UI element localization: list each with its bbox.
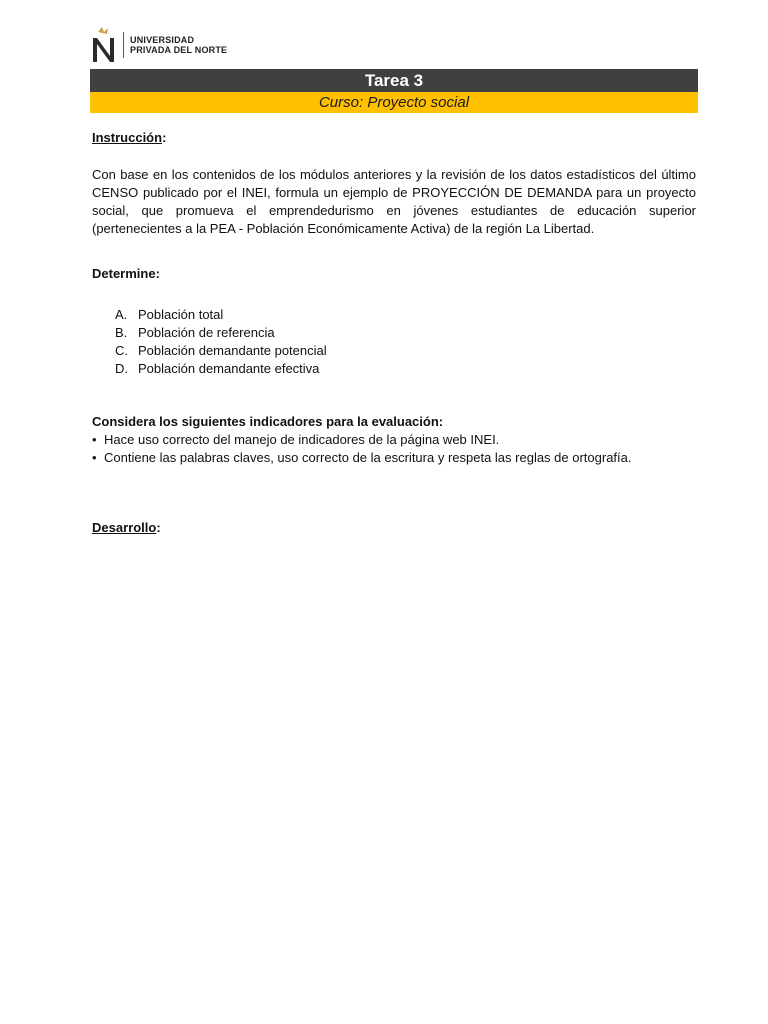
list-item [92, 324, 696, 342]
logo-text [130, 35, 227, 55]
bullet-icon: • [92, 450, 97, 465]
indicator-text: Hace uso correcto del manejo de indicadores de la página web INEI. [104, 432, 500, 447]
document-body [92, 129, 696, 537]
determine-heading: Determine: [92, 266, 160, 281]
logo-line-1: UNIVERSIDAD [130, 35, 195, 45]
indicators-list [92, 431, 696, 467]
bullet-icon: • [92, 432, 97, 447]
development-heading-text: Desarrollo [92, 520, 157, 535]
upn-logo-icon [90, 26, 120, 64]
list-item [92, 360, 696, 378]
university-logo [90, 26, 227, 64]
course-name: Curso: Proyecto social [318, 94, 470, 111]
list-item [92, 342, 696, 360]
determine-list [92, 306, 696, 378]
list-text: Población demandante potencial [138, 343, 327, 358]
instruction-heading-colon: : [162, 130, 167, 145]
instruction-paragraph: Con base en los contenidos de los módulos anteriores y la revisión de los datos estadísticos del último CENSO publicado por el INEI, formula un ejemplo de PROYECCIÓN DE DEMANDA para un proyecto social, que promueva el emprendedurismo en jóvenes estudiantes de educación superior (pertenecientes a la PEA - Población Económicamente Activa) de la región La Libertad. [92, 167, 696, 236]
instruction-heading [92, 129, 696, 147]
logo-divider [123, 32, 124, 58]
indicator-text: Contiene las palabras claves, uso correcto de la escritura y respeta las reglas de ortografía. [104, 450, 632, 465]
development-heading [92, 519, 696, 537]
course-bar [90, 92, 698, 113]
list-text: Población total [138, 307, 224, 322]
assignment-title: Tarea 3 [364, 70, 424, 90]
logo-line-2: PRIVADA DEL NORTE [130, 45, 228, 55]
indicators-heading: Considera los siguientes indicadores para la evaluación: [92, 414, 444, 429]
list-text: Población de referencia [138, 325, 275, 340]
list-letter: B. [115, 325, 128, 340]
list-item [92, 431, 696, 449]
instruction-heading-text: Instrucción [92, 130, 163, 145]
list-letter: D. [115, 361, 128, 376]
list-letter: C. [115, 343, 128, 358]
development-heading-colon: : [156, 520, 161, 535]
list-letter: A. [115, 307, 128, 322]
list-item [92, 306, 696, 324]
list-text: Población demandante efectiva [138, 361, 320, 376]
assignment-title-bar [90, 69, 698, 92]
list-item [92, 449, 696, 467]
